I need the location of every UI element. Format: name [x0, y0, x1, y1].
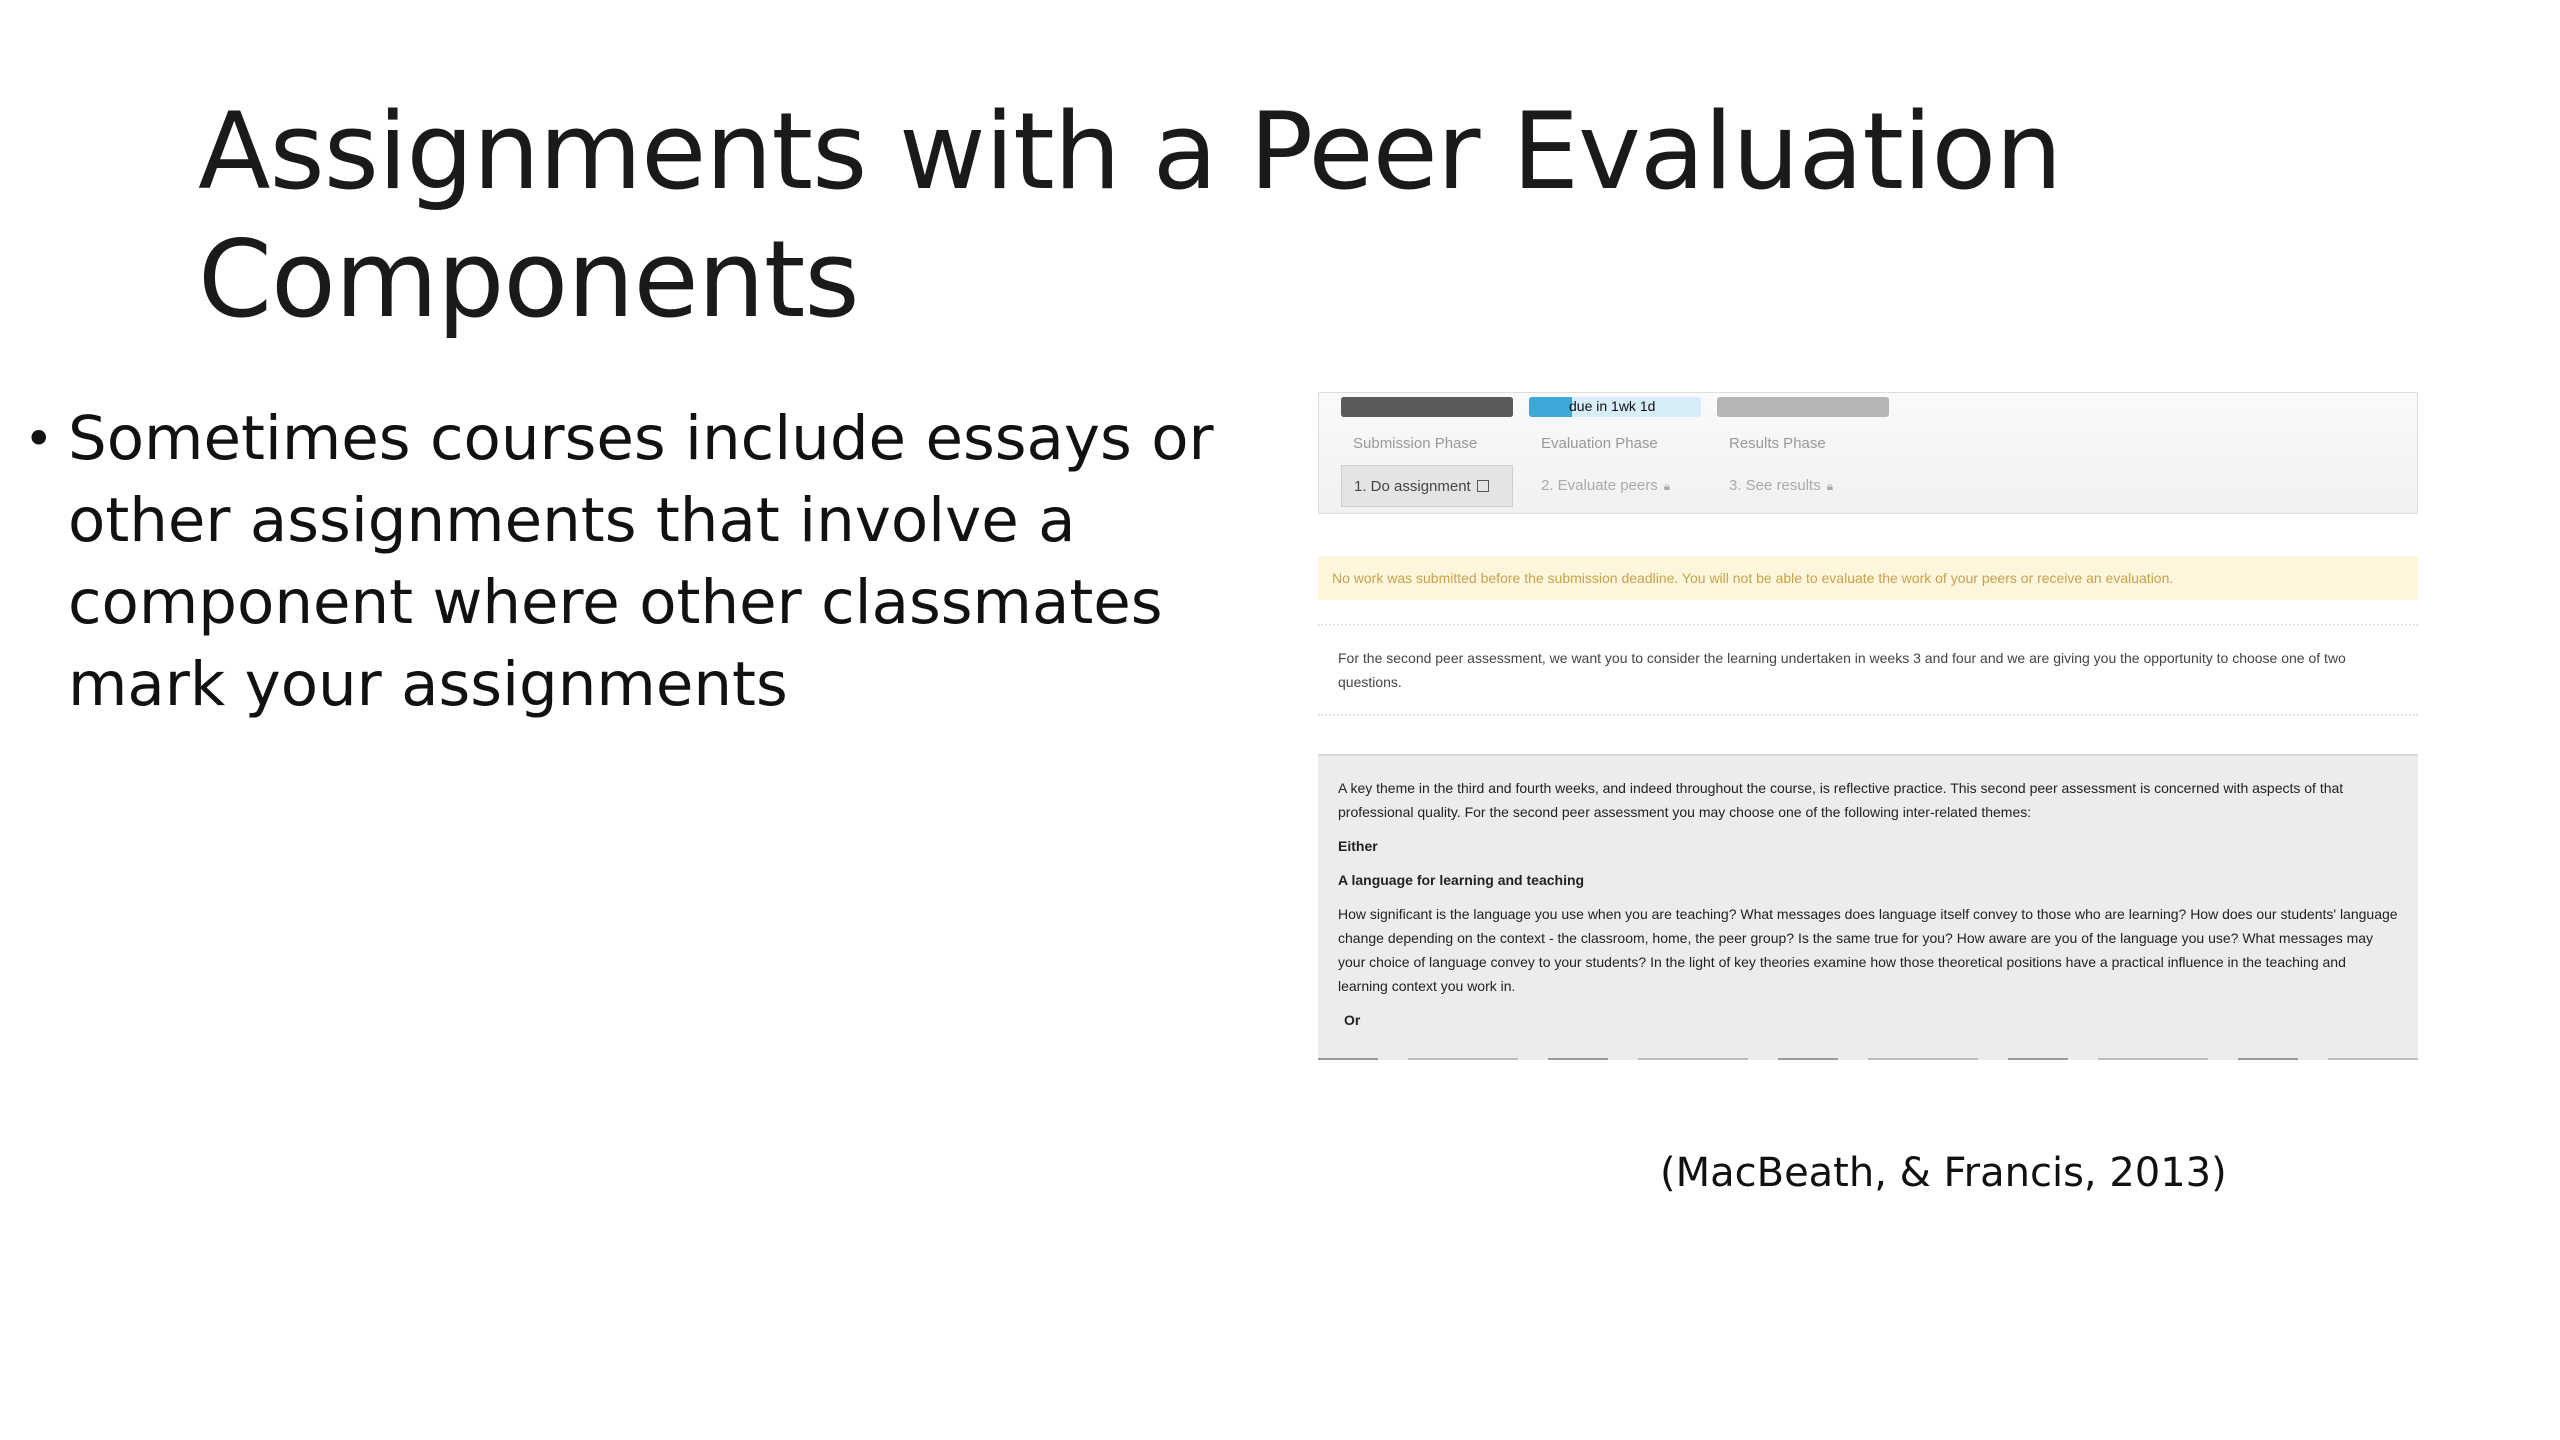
bullet-item — [18, 398, 1238, 726]
phase-bar — [1318, 392, 2418, 514]
bullet-text: Sometimes courses include essays or other assignments that involve a component where other classmates mark your assignments — [68, 403, 1214, 720]
phase-progress-bar — [1717, 397, 1889, 417]
citation: (MacBeath, & Francis, 2013) — [1660, 1150, 2227, 1196]
progress-fill — [1529, 397, 1572, 417]
slide-title-line-2: Components — [198, 218, 859, 341]
warning-banner: No work was submitted before the submission deadline. You will not be able to evaluate the work of your peers or receive an evaluation. — [1318, 556, 2418, 600]
phase-step-label: 2. Evaluate peers — [1541, 477, 1658, 494]
phase-submission — [1341, 393, 1513, 515]
theme1-title: A language for learning and teaching — [1338, 872, 1585, 888]
phase-name: Results Phase — [1729, 435, 1826, 452]
assignment-intro: For the second peer assessment, we want you to consider the learning undertaken in weeks 3 and four and we are giving you the opportunity to choose one of two questions. — [1338, 650, 2346, 690]
phase-progress-bar — [1529, 397, 1701, 417]
theme-intro: A key theme in the third and fourth weeks, and indeed throughout the course, is reflective practice. This second peer assessment is concerned with aspects of that professional quality. For the second peer assessment you may choose one of the following inter-related themes: — [1338, 780, 2344, 820]
progress-fill — [1341, 397, 1513, 417]
checkbox-icon — [1477, 480, 1489, 492]
divider — [1318, 714, 2418, 716]
theme1-text: How significant is the language you use when you are teaching? What messages does language itself convey to those who are learning? How does our students' language change depending on the context - the classroom, home, the peer group? Is the same true for you? How aware are you of the language you use? What messages may your choice of language convey to your students? In the light of key theories examine how those theoretical positions have a practical influence in the teaching and learning context you work in. — [1338, 906, 2398, 994]
slide-title — [198, 88, 2098, 344]
or-label: Or — [1344, 1012, 1361, 1028]
either-label: Either — [1338, 838, 1378, 854]
progress-label: due in 1wk 1d — [1569, 398, 1656, 414]
slide-title-line-1: Assignments with a Peer Evaluation — [198, 90, 2062, 213]
phase-step-label: 1. Do assignment — [1354, 478, 1471, 495]
phase-name: Evaluation Phase — [1541, 435, 1658, 452]
embedded-screenshot — [1318, 392, 2420, 1060]
phase-progress-bar — [1341, 397, 1513, 417]
lock-icon: 🔒︎ — [1826, 479, 1834, 493]
phase-step-evaluate-peers[interactable] — [1529, 465, 1701, 507]
phase-step-label: 3. See results — [1729, 477, 1821, 494]
divider — [1318, 624, 2418, 626]
lock-icon: 🔒︎ — [1663, 479, 1671, 493]
bullet-dot-icon: • — [24, 410, 54, 468]
phase-results — [1717, 393, 1889, 515]
phase-evaluation — [1529, 393, 1701, 515]
assignment-description — [1318, 754, 2418, 1060]
cropped-edge — [1318, 1058, 2418, 1060]
phase-name: Submission Phase — [1353, 435, 1478, 452]
phase-step-see-results[interactable] — [1717, 465, 1889, 507]
bullet-list — [18, 398, 1238, 726]
phase-step-do-assignment[interactable] — [1341, 465, 1513, 507]
